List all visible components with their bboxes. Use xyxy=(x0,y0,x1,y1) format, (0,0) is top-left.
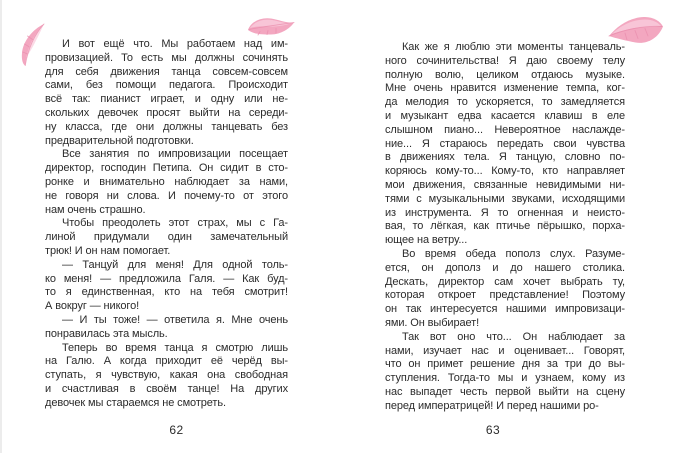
page-right-text xyxy=(385,41,625,414)
text-line: Мне очень нравится изменение темпа, ког- xyxy=(385,82,625,95)
text-line: которая откроет представление! Поэтому xyxy=(385,289,625,302)
paragraph xyxy=(45,38,288,148)
text-line: трюк! И он нам помогает. xyxy=(45,244,171,257)
text-line: нами, изучает нас и оценивает... Говорят, xyxy=(385,344,625,357)
text-line: Теперь во время танца я смотрю лишь xyxy=(62,341,288,354)
paragraph xyxy=(385,331,625,414)
text-line: и счастливая в своём танце! На других xyxy=(45,382,288,395)
text-line: — Танцуй для меня! Для одной толь- xyxy=(62,258,288,271)
text-line: не говоря ни слова. И почему-то от этого xyxy=(45,189,288,202)
paragraph xyxy=(385,248,625,331)
text-line: девочек мы стараемся не смотреть. xyxy=(45,396,226,409)
text-line: мои движения, связанные невидимыми ни- xyxy=(385,178,625,191)
paragraph xyxy=(45,217,288,258)
text-line: для себя движения танца совсем-совсем xyxy=(45,65,288,78)
text-line: то я единственная, кто на тебя смотрит! xyxy=(45,286,288,299)
text-line: слышном пиано... Невероятное наслажде- xyxy=(385,123,625,136)
text-line: линой придумали один замечательный xyxy=(45,231,288,244)
text-line: на Галю. А когда приходит её черёд вы- xyxy=(45,355,288,368)
text-line: сами, без помощи педагога. Происходит xyxy=(45,79,288,92)
text-line: Все занятия по импровизации посещает xyxy=(62,148,288,161)
text-line: вая, то лёгкая, как птичье пёрышко, порха- xyxy=(385,220,625,233)
text-line: — И ты тоже! — ответила я. Мне очень xyxy=(62,313,288,326)
text-line: Дескать, директор сам хочет выбрать ту, xyxy=(385,275,625,288)
text-line: ронке и внимательно наблюдает за нами, xyxy=(45,175,288,188)
text-line: да мелодия то ускоряется, то замедляется xyxy=(385,96,625,109)
text-line: тями с музыкальными звуками, исходящими xyxy=(385,192,625,205)
page-left-text xyxy=(45,38,288,411)
text-line: Во время обеда пополз слух. Разуме- xyxy=(402,247,625,260)
text-line: нас выпадет честь первой выйти на сцену xyxy=(385,385,625,398)
text-line: Как же я люблю эти моменты танцеваль- xyxy=(402,41,625,53)
text-line: нам очень страшно. xyxy=(45,203,146,216)
text-line: Так вот оно что... Он наблюдает за xyxy=(402,330,625,343)
feather-icon xyxy=(246,15,296,38)
text-line: он так интересуется нашими импровизаци- xyxy=(385,303,625,316)
text-line: и музыкант едва касается клавиш в еле xyxy=(385,109,625,122)
text-line: директор, господин Петипа. Он сидит в сто- xyxy=(45,162,288,175)
page-edge xyxy=(0,0,2,453)
text-line: предварительной подготовки. xyxy=(45,134,194,147)
text-line: коряюсь кому-то... Кому-то, кто направляет xyxy=(385,165,625,178)
text-line: полную волю, целиком отдаюсь музыке. xyxy=(385,68,625,81)
text-line: И вот ещё что. Мы работаем над им- xyxy=(62,38,288,50)
text-line: ну класса, где они должны танцевать без xyxy=(45,120,288,133)
text-line: ного сочинительства! Я даю своему телу xyxy=(385,54,625,67)
text-line: ние... Я стараюсь передать свои чувства xyxy=(385,137,625,150)
text-line: понравилась эта мысль. xyxy=(45,327,168,340)
text-line: из инструмента. Я то огненная и неисто- xyxy=(385,206,625,219)
paragraph xyxy=(45,342,288,411)
text-line: в движениях тела. Я танцую, словно по- xyxy=(385,151,625,164)
text-line: скольких девочек просят выйти на середи- xyxy=(45,106,288,119)
page-number-left: 62 xyxy=(169,423,184,437)
text-line: ющее на ветру... xyxy=(385,234,468,247)
text-line: ступать, я чувствую, какая она свободная xyxy=(45,369,288,382)
page-number-right: 63 xyxy=(485,423,501,437)
paragraph xyxy=(45,259,288,314)
text-line: перед императрицей! И перед нашими ро- xyxy=(385,399,599,412)
paragraph xyxy=(45,314,288,342)
text-line: что он примет решение дня за три до вы- xyxy=(385,358,625,371)
text-line: А вокруг — никого! xyxy=(45,300,140,313)
text-line: ями. Он выбирает! xyxy=(385,316,480,329)
paragraph xyxy=(385,41,625,248)
text-line: всё так: пианист играет, и одну или не- xyxy=(45,93,288,106)
paragraph xyxy=(45,148,288,217)
text-line: ется, он дополз и до нашего столика. xyxy=(385,261,625,274)
text-line: провизацией. То есть мы должны сочинять xyxy=(45,51,288,64)
text-line: ко меня! — предложила Галя. — Как буд- xyxy=(45,272,288,285)
text-line: ступления. Тогда-то мы и узнаем, кому из xyxy=(385,372,625,385)
text-line: Чтобы преодолеть этот страх, мы с Га- xyxy=(62,217,288,230)
